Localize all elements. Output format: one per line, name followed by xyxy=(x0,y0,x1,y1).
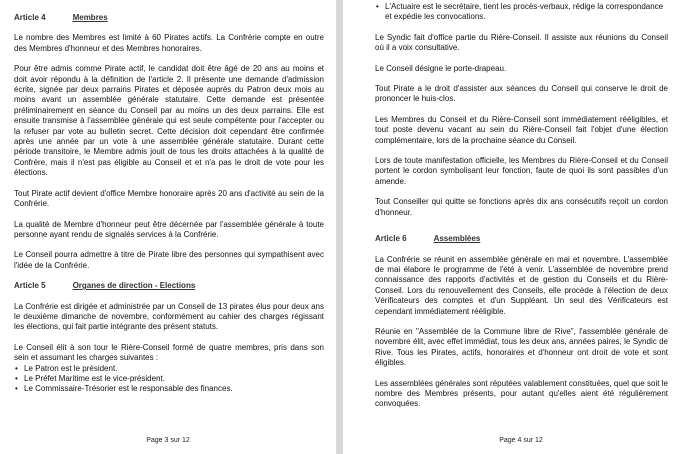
bullet-list xyxy=(375,2,668,23)
paragraph: Lors de toute manifestation officielle, les Membres du Rière-Conseil et du Conseil portent le cordon symbolisant leur fonction, faute de quoi ils sont passibles d'un amende. xyxy=(375,156,668,186)
list-item: • Le Patron est le président. xyxy=(14,364,324,374)
paragraph: Les assemblées générales sont réputées valablement constituées, quel que soit le nombre des Membres présents, pour autant qu'elles aient été régulièrement convoquées. xyxy=(375,378,668,409)
paragraph: Réunie en "Assemblée de la Commune libre de Rive", l'assemblée générale de novembre élit, avec effet immédiat, tous les deux ans, années paires, le Syndic de Rive. Tous les Pirates, actifs, honoraires et d'honneur ont droit de vote et sont éligibles. xyxy=(375,326,668,368)
paragraph: Pour être admis comme Pirate actif, le candidat doit être âgé de 20 ans au moins et doit avoir répondu à la définition de l'article 2. Il présente une demande d'admission écrite, signée par deux parrains Pirates et déposée auprès du Patron deux mois au moins avant un assemblée générale statutaire. Cette demande est présentée préliminairement en séance du Conseil par au moins un des deux parrains. Elle est ensuite transmise à l'assemblée générale qui est seule compétente pour l'accepter ou la refuser par vote au bulletin secret. Cette décision doit cependant être confirmée après une année par un vote à une assemblée générale statutaire. Durant cette période transitoire, le Membre admis jouit de tous les droits attachées à la qualité de Confrère, mais il n'est pas éligible au Conseil et et n'a pas le droit de vote pour les élections. xyxy=(14,64,324,178)
list-item: • L'Actuaire est le secrétaire, tient les procès-verbaux, rédige la correspondance et expédie les convocations. xyxy=(375,2,668,23)
paragraph: Tout Pirate a le droit d'assister aux séances du Conseil qui conserve le droit de prononcer le huis-clos. xyxy=(375,84,668,104)
article-5-heading xyxy=(14,281,324,291)
article-title: Organes de direction - Elections xyxy=(72,281,196,291)
paragraph: La Confrérie est dirigée et administrée par un Conseil de 13 pirates élus pour deux ans le deuxième dimanche de novembre, conformément au cahier des charges régissant les élections, qui fait partie intégrante des présent statuts. xyxy=(14,301,324,332)
paragraph: Le Syndic fait d'office partie du Rière-Conseil. Il assiste aux réunions du Conseil où il a voix consultative. xyxy=(375,32,668,53)
paragraph: Le Conseil pourra admettre à titre de Pirate libre des personnes qui sympathisent avec l'idée de la Confrérie. xyxy=(14,250,324,270)
page-footer: Page 4 sur 12 xyxy=(499,436,543,444)
document-page-4 xyxy=(343,0,679,454)
paragraph: La qualité de Membre d'honneur peut être décernée par l'assemblée générale à toute personne ayant rendu de signalés services à la Confrérie. xyxy=(14,219,324,239)
article-title: Assemblées xyxy=(433,234,481,244)
paragraph: La Confrérie se réunit en assemblée générale en mai et novembre. L'assemblée de mai élabore le programme de l'été à venir. L'assemblée de novembre prend connaissance des rapports d'activités et de gestion du Conseils et du Rière-Conseil. Lors du renouvellement des Conseils, elle procède à l'élection de deux Vérificateurs des comptes et d'un Suppléant. Un seul des Vérificateurs est cependant immédiatement rééligible. xyxy=(375,254,668,316)
paragraph: Tout Pirate actif devient d'office Membre honoraire après 20 ans d'activité au sein de la Confrérie. xyxy=(14,188,324,209)
bullet-list xyxy=(14,364,324,395)
page-footer: Page 3 sur 12 xyxy=(146,436,190,444)
paragraph: Tout Conseiller qui quitte se fonctions après dix ans consécutifs reçoit un cordon d'honneur. xyxy=(375,197,668,217)
paragraph: Le nombre des Membres est limité à 60 Pirates actifs. La Confrérie compte en outre des Membres d'honneur et des Membres honoraires. xyxy=(14,33,324,53)
article-number: Article 4 xyxy=(14,13,46,22)
article-number: Article 5 xyxy=(14,281,46,291)
paragraph: Les Membres du Conseil et du Rière-Conseil sont immédiatement rééligibles, et tout poste devenu vacant au sein du Rière-Conseil fait l'objet d'une élection complémentaire, lors de la prochaine séance du Conseil. xyxy=(375,114,668,145)
document-page-3 xyxy=(0,0,336,454)
page-gap xyxy=(336,0,343,454)
article-4-heading xyxy=(14,13,324,23)
article-number: Article 6 xyxy=(375,234,407,244)
list-item: • Le Préfet Maritime est le vice-président. xyxy=(14,374,324,384)
paragraph: Le Conseil désigne le porte-drapeau. xyxy=(375,63,507,73)
article-title: Membres xyxy=(72,13,108,22)
article-6-heading xyxy=(375,234,668,244)
paragraph: Le Conseil élit à son tour le Rière-Conseil formé de quatre membres, pris dans son sein et assumant les charges suivantes : xyxy=(14,342,324,363)
list-item: • Le Commissaire-Trésorier est le responsable des finances. xyxy=(14,384,324,394)
